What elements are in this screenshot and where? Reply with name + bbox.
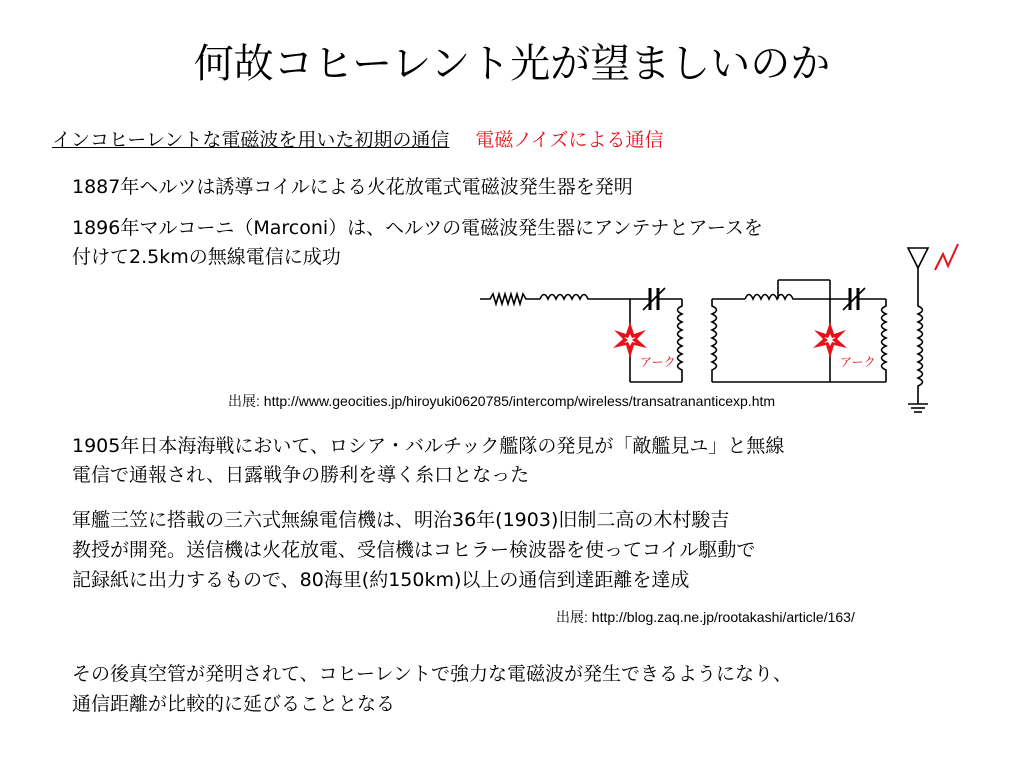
transformer-2-primary (882, 299, 887, 382)
resistor-symbol (480, 294, 540, 304)
mikasa-line-3: 記録紙に出力するもので、80海里(約150km)以上の通信到達距離を達成 (72, 569, 690, 591)
antenna-coil (918, 268, 923, 404)
source-credit-2: 出展: http://blog.zaq.ne.jp/rootakashi/article/163/ (556, 609, 855, 625)
arc-label-1: アーク (640, 355, 676, 369)
slide-title: 何故コヒーレント光が望ましいのか (193, 41, 831, 87)
antenna-symbol (908, 248, 928, 268)
tsushima-line-1: 1905年日本海海戦において、ロシア・バルチック艦隊の発見が「敵艦見ユ」と無線 (72, 435, 785, 457)
conclusion-line-2: 通信距離が比較的に延びることとなる (72, 693, 396, 715)
series-coil-1 (540, 295, 630, 300)
transformer-1-primary (678, 299, 683, 382)
spark-icon (813, 322, 847, 358)
marconi-line-1: 1896年マルコーニ（Marconi）は、ヘルツの電磁波発生器にアンテナとアースを (72, 217, 763, 239)
ground-symbol (908, 404, 928, 412)
spark-transmitter-diagram (470, 236, 970, 416)
conclusion-paragraph (72, 659, 792, 719)
mikasa-line-1: 軍艦三笠に搭載の三六式無線電信機は、明治36年(1903)旧制二高の木村駿吉 (72, 509, 730, 531)
radio-wave-icon (935, 244, 958, 270)
marconi-line-2: 付けて2.5kmの無線電信に成功 (72, 246, 341, 268)
arc-label-2: アーク (840, 355, 876, 369)
mikasa-line-2: 教授が開発。送信機は火花放電、受信機はコヒラー検波器を使ってコイル駆動で (72, 539, 756, 561)
hertz-paragraph: 1887年ヘルツは誘導コイルによる火花放電式電磁波発生器を発明 (72, 176, 633, 198)
section-heading (52, 128, 664, 152)
series-coil-2 (745, 295, 830, 300)
tsushima-paragraph (72, 432, 784, 490)
mikasa-paragraph (72, 505, 755, 595)
spark-icon (613, 322, 647, 358)
source-credit-1: 出展: http://www.geocities.jp/hiroyuki0620785/intercomp/wireless/transatrananticexp.htm (228, 393, 776, 409)
transformer-1-secondary (712, 299, 717, 382)
conclusion-line-1: その後真空管が発明されて、コヒーレントで強力な電磁波が発生できるようになり、 (72, 663, 793, 685)
tsushima-line-2: 電信で通報され、日露戦争の勝利を導く糸口となった (72, 464, 530, 486)
heading-main: インコヒーレントな電磁波を用いた初期の通信 (52, 129, 450, 151)
heading-note: 電磁ノイズによる通信 (475, 129, 664, 151)
